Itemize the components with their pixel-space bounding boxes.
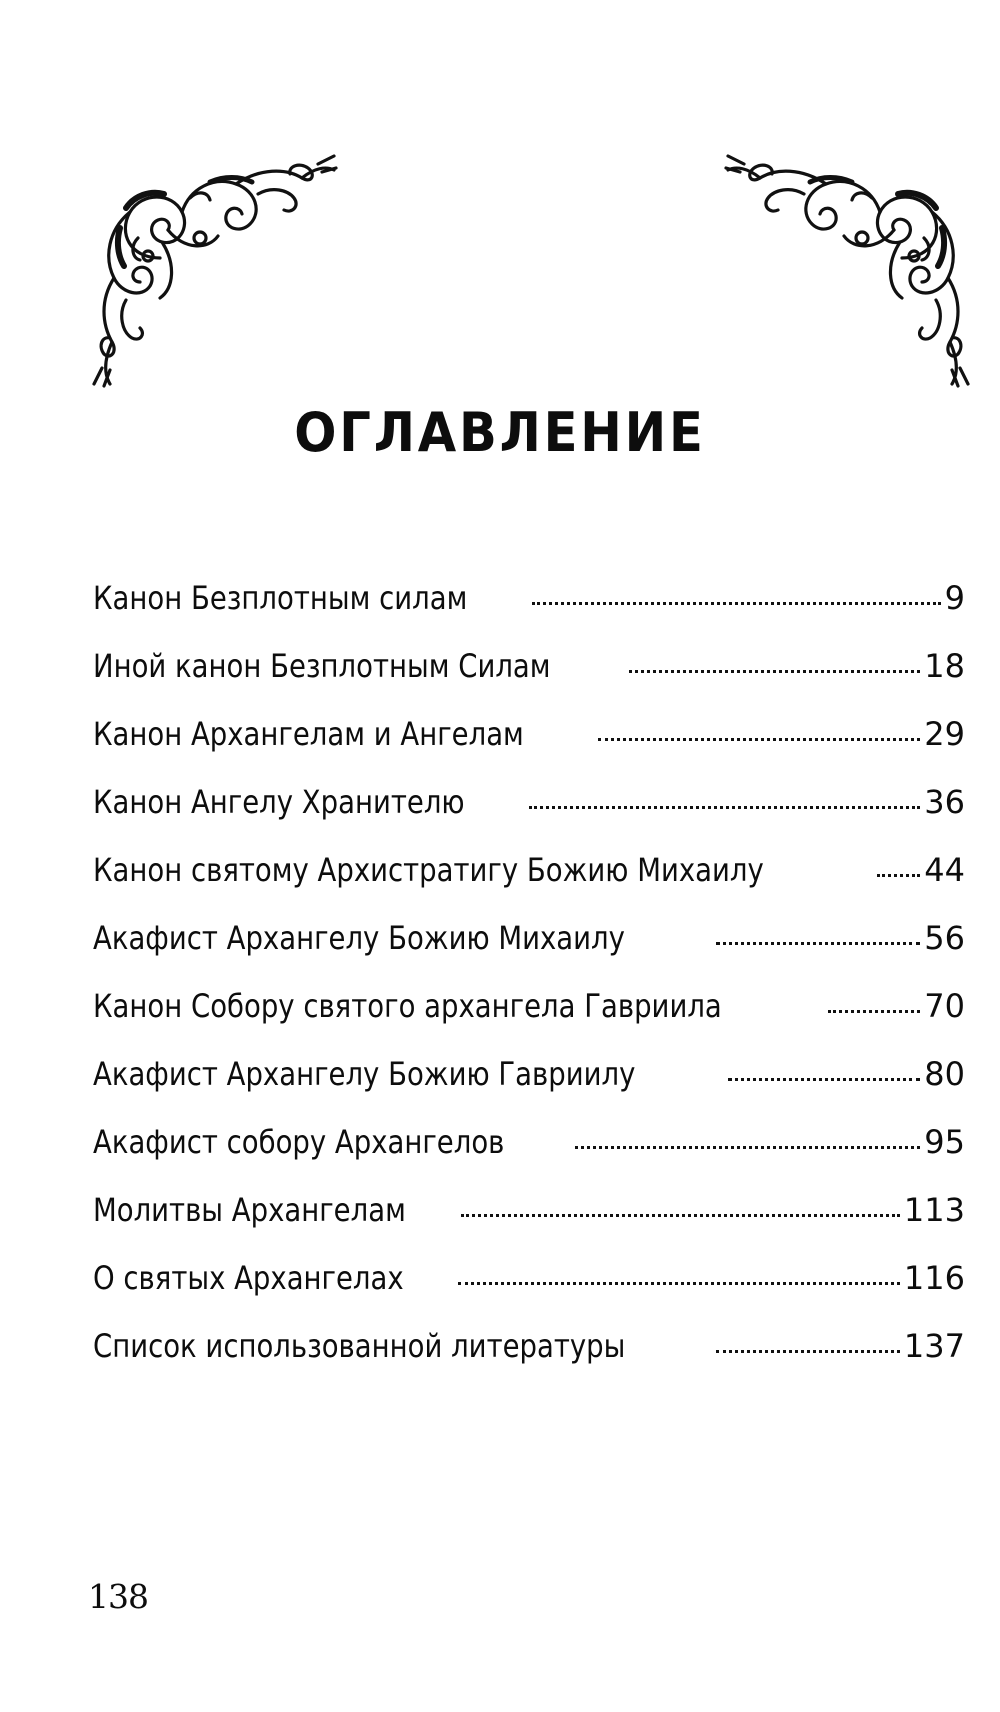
dot-leader — [461, 1214, 900, 1217]
toc-entry[interactable] — [93, 1191, 965, 1262]
toc-entry[interactable] — [93, 1327, 965, 1398]
dot-leader — [716, 942, 921, 945]
toc-entry-label: Акафист Архангелу Божию Гавриилу — [93, 1055, 636, 1093]
toc-entry-page: 116 — [903, 1259, 965, 1297]
toc-entry-page: 137 — [903, 1327, 965, 1365]
toc-entry-page: 36 — [924, 783, 965, 821]
dot-leader — [629, 670, 920, 673]
toc-entry-page: 18 — [924, 647, 965, 685]
toc-entry-page: 113 — [903, 1191, 965, 1229]
dot-leader — [828, 1010, 920, 1013]
toc-entry-page: 56 — [924, 919, 965, 957]
toc-entry-page: 9 — [944, 579, 965, 617]
dot-leader — [877, 874, 920, 877]
toc-entry[interactable] — [93, 1123, 965, 1194]
page-title: ОГЛАВЛЕНИЕ — [294, 401, 706, 465]
toc-entry-label: Канон Архангелам и Ангелам — [93, 715, 524, 753]
dot-leader — [598, 738, 920, 741]
dot-leader — [716, 1350, 900, 1353]
toc-entry-label: Акафист собору Архангелов — [93, 1123, 505, 1161]
table-of-contents — [93, 579, 965, 1398]
toc-entry-label: Канон святому Архистратигу Божию Михаилу — [93, 851, 764, 889]
corner-ornament-left-icon — [90, 138, 340, 388]
toc-entry[interactable] — [93, 647, 965, 718]
toc-entry-page: 95 — [924, 1123, 965, 1161]
toc-entry-label: Список использованной литературы — [93, 1327, 626, 1365]
toc-entry[interactable] — [93, 1259, 965, 1330]
toc-entry-label: Иной канон Безплотным Силам — [93, 647, 551, 685]
toc-entry-page: 70 — [924, 987, 965, 1025]
dot-leader — [532, 602, 940, 605]
dot-leader — [728, 1078, 921, 1081]
toc-entry-label: Акафист Архангелу Божию Михаилу — [93, 919, 625, 957]
dot-leader — [575, 1146, 920, 1149]
toc-entry[interactable] — [93, 783, 965, 854]
dot-leader — [458, 1282, 900, 1285]
corner-ornament-right-icon — [722, 138, 972, 388]
toc-entry[interactable] — [93, 851, 965, 922]
toc-entry[interactable] — [93, 987, 965, 1058]
toc-entry-page: 29 — [924, 715, 965, 753]
toc-entry[interactable] — [93, 715, 965, 786]
toc-entry[interactable] — [93, 919, 965, 990]
toc-entry-page: 80 — [924, 1055, 965, 1093]
toc-entry-page: 44 — [924, 851, 965, 889]
toc-entry-label: Канон Собору святого архангела Гавриила — [93, 987, 722, 1025]
page-number: 138 — [88, 1577, 148, 1616]
toc-entry-label: Канон Ангелу Хранителю — [93, 783, 465, 821]
toc-entry[interactable] — [93, 579, 965, 650]
toc-entry-label: Канон Безплотным силам — [93, 579, 468, 617]
toc-entry-label: О святых Архангелах — [93, 1259, 404, 1297]
toc-entry[interactable] — [93, 1055, 965, 1126]
dot-leader — [529, 806, 920, 809]
toc-entry-label: Молитвы Архангелам — [93, 1191, 406, 1229]
